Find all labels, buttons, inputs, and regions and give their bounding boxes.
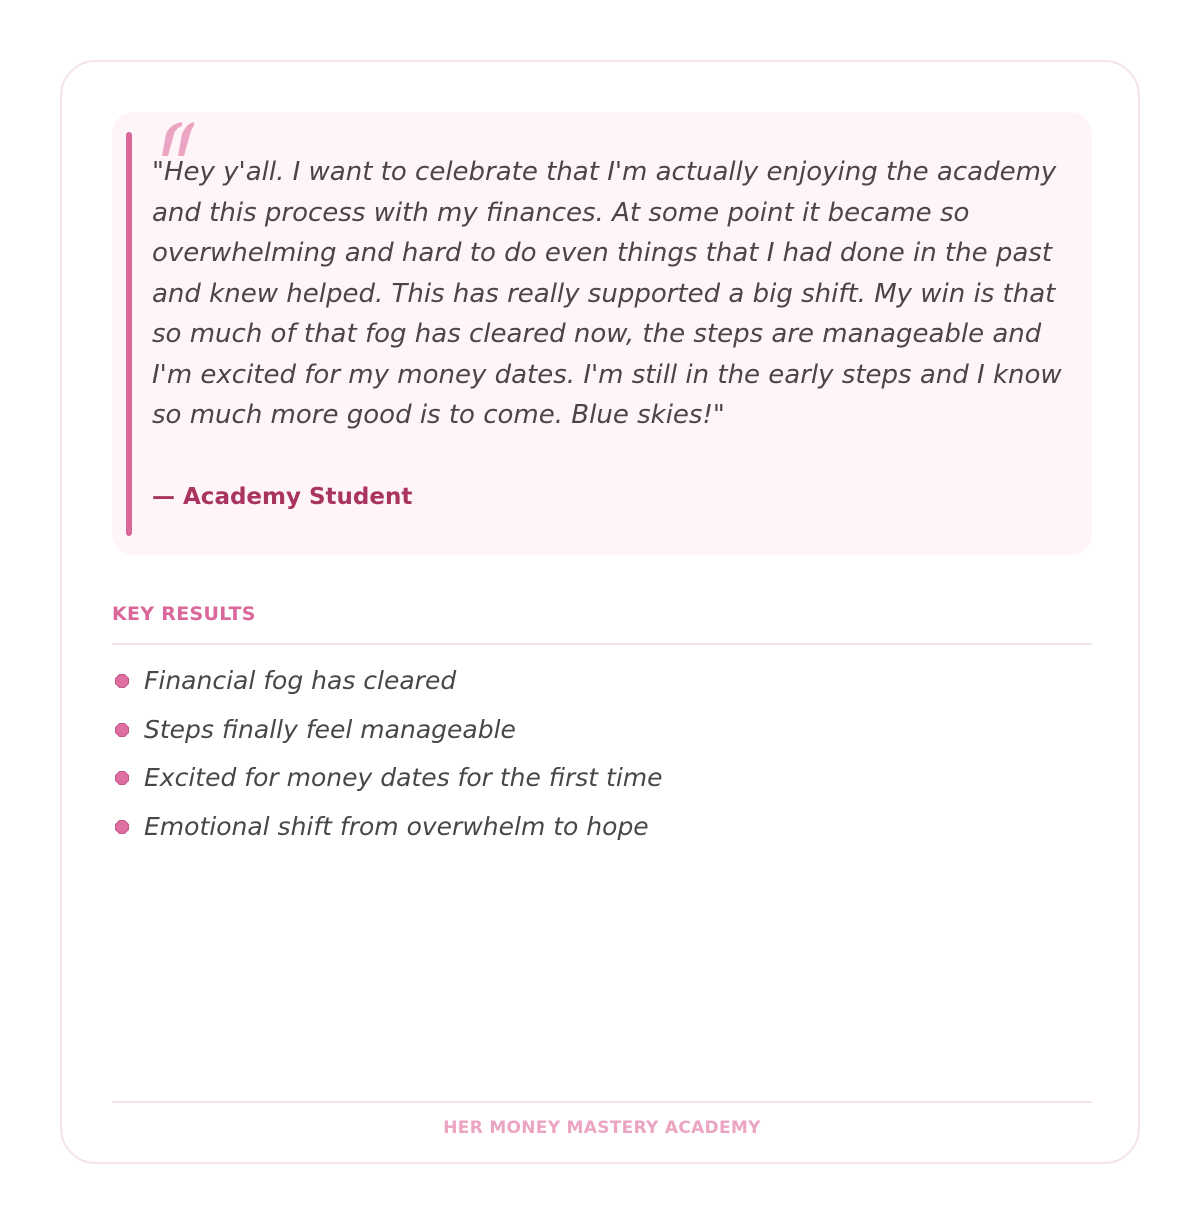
bullet-dot-icon xyxy=(115,771,129,785)
bullet-dot-icon xyxy=(115,820,129,834)
footer-brand: HER MONEY MASTERY ACADEMY xyxy=(443,1118,761,1138)
quote-box xyxy=(112,112,1092,555)
testimonial-quote: "Hey y'all. I want to celebrate that I'm actually enjoying the academy and this process with my finances. At some point it became so overwhelming and hard to do even things that I had done in the past and knew helped. This has really supported a big shift. My win is that so much of that fog has cleared now, the steps are manageable and I'm excited for my money dates. I'm still in the early steps and I know so much more good is to come. Blue skies!" xyxy=(152,157,1062,430)
list-item xyxy=(112,806,1092,855)
section-divider xyxy=(112,643,1092,645)
list-item xyxy=(112,757,1092,806)
bullet-dot-icon xyxy=(115,723,129,737)
list-item xyxy=(112,709,1092,758)
bullet-dot-icon xyxy=(115,674,129,688)
result-text: Excited for money dates for the first time xyxy=(144,763,663,793)
footer-divider xyxy=(112,1101,1092,1103)
list-item xyxy=(112,660,1092,709)
result-text: Emotional shift from overwhelm to hope xyxy=(144,812,649,842)
testimonial-author: — Academy Student xyxy=(152,484,413,510)
key-results-heading: KEY RESULTS xyxy=(112,603,256,625)
testimonial-card xyxy=(60,60,1140,1164)
result-text: Steps finally feel manageable xyxy=(144,714,516,744)
result-text: Financial fog has cleared xyxy=(144,666,457,695)
key-results-list xyxy=(112,660,1092,855)
quote-accent-bar xyxy=(126,132,132,536)
